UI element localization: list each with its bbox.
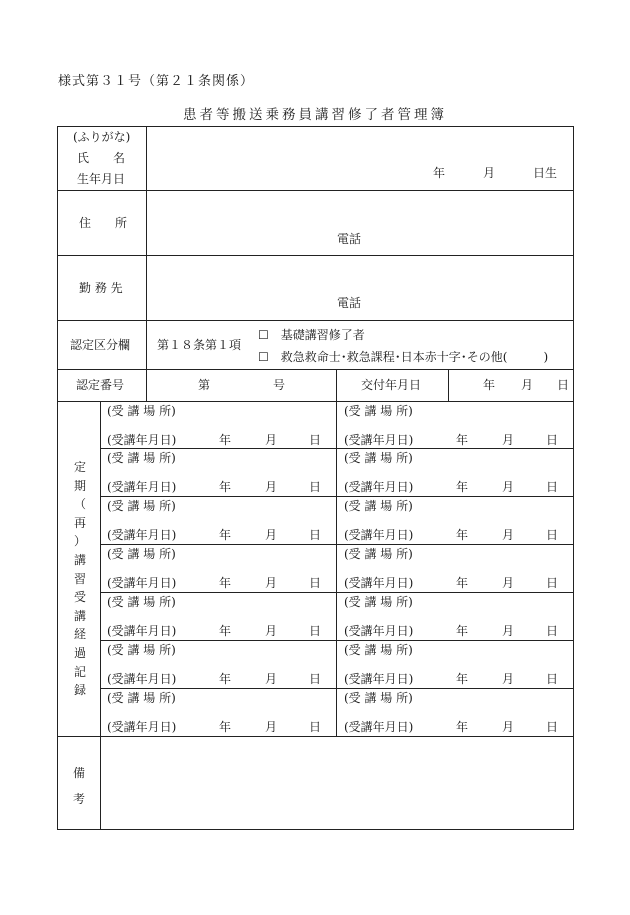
training-year-unit: 年 <box>456 433 469 447</box>
address-label: 住 所 <box>79 216 128 230</box>
training-year-unit: 年 <box>456 528 469 542</box>
row-divider <box>57 255 574 256</box>
training-month-unit: 月 <box>502 576 515 590</box>
training-year-unit: 年 <box>456 720 469 734</box>
training-place-label: (受 講 場 所) <box>107 691 176 705</box>
birth-month-unit: 月 <box>483 166 496 180</box>
training-year-unit: 年 <box>456 480 469 494</box>
cert-category-label: 認定区分欄 <box>70 338 131 352</box>
training-month-unit: 月 <box>502 672 515 686</box>
training-place-label: (受 講 場 所) <box>107 451 176 465</box>
address-phone-label: 電話 <box>337 232 362 246</box>
training-month-unit: 月 <box>265 624 278 638</box>
training-row-divider <box>100 688 574 689</box>
workplace-phone-label: 電話 <box>337 296 362 310</box>
training-year-unit: 年 <box>456 624 469 638</box>
training-month-unit: 月 <box>265 433 278 447</box>
birth-year-unit: 年 <box>433 166 446 180</box>
training-month-unit: 月 <box>502 624 515 638</box>
training-day-unit: 日 <box>546 720 559 734</box>
training-month-unit: 月 <box>265 576 278 590</box>
training-row-divider <box>100 448 574 449</box>
training-date-label: (受講年月日) <box>344 576 414 590</box>
training-date-label: (受講年月日) <box>107 576 177 590</box>
form-number: 様式第３１号（第２１条関係） <box>58 74 255 89</box>
training-month-unit: 月 <box>265 720 278 734</box>
issue-month-unit: 月 <box>521 378 534 392</box>
training-month-unit: 月 <box>265 528 278 542</box>
training-year-unit: 年 <box>219 720 232 734</box>
training-year-unit: 年 <box>219 576 232 590</box>
training-day-unit: 日 <box>546 480 559 494</box>
training-day-unit: 日 <box>309 433 322 447</box>
training-place-label: (受 講 場 所) <box>344 595 413 609</box>
training-date-label: (受講年月日) <box>344 528 414 542</box>
name-label: 氏 名 <box>77 151 126 165</box>
cert-article: 第１８条第１項 <box>157 338 242 352</box>
training-day-unit: 日 <box>309 624 322 638</box>
cert-number-label: 認定番号 <box>76 378 125 392</box>
training-date-label: (受講年月日) <box>107 624 177 638</box>
training-row-divider <box>100 544 574 545</box>
training-year-unit: 年 <box>456 576 469 590</box>
label-column-divider <box>146 126 147 401</box>
training-row-divider <box>100 592 574 593</box>
training-month-unit: 月 <box>265 672 278 686</box>
training-year-unit: 年 <box>219 480 232 494</box>
row-divider <box>57 736 574 737</box>
training-year-unit: 年 <box>219 528 232 542</box>
training-day-unit: 日 <box>546 528 559 542</box>
training-day-unit: 日 <box>309 528 322 542</box>
training-date-label: (受講年月日) <box>107 672 177 686</box>
training-date-label: (受講年月日) <box>344 672 414 686</box>
cert-number-go: 号 <box>273 378 286 392</box>
training-place-label: (受 講 場 所) <box>107 643 176 657</box>
row-divider <box>57 190 574 191</box>
remarks-label-char-2: 考 <box>73 792 86 806</box>
furigana-label: (ふりがな) <box>73 130 131 144</box>
training-date-label: (受講年月日) <box>107 528 177 542</box>
training-place-label: (受 講 場 所) <box>107 404 176 418</box>
training-place-label: (受 講 場 所) <box>344 643 413 657</box>
training-label-divider <box>100 401 101 830</box>
training-day-unit: 日 <box>309 672 322 686</box>
training-place-label: (受 講 場 所) <box>107 595 176 609</box>
training-date-label: (受講年月日) <box>344 433 414 447</box>
remarks-label-char-1: 備 <box>73 766 86 780</box>
training-center-divider <box>336 401 337 736</box>
birth-day-unit: 日生 <box>533 166 558 180</box>
cert-number-dai: 第 <box>198 378 211 392</box>
birthdate-label: 生年月日 <box>77 172 126 186</box>
issue-day-unit: 日 <box>557 378 570 392</box>
training-year-unit: 年 <box>219 624 232 638</box>
training-row-divider <box>100 496 574 497</box>
row-divider <box>57 401 574 402</box>
other-qualification-checkbox[interactable]: ☐ 救急救命士･救急課程･日本赤十字･その他( ) <box>258 350 549 364</box>
training-place-label: (受 講 場 所) <box>344 691 413 705</box>
issue-date-label: 交付年月日 <box>361 378 422 392</box>
training-year-unit: 年 <box>219 672 232 686</box>
training-date-label: (受講年月日) <box>107 480 177 494</box>
workplace-label: 勤 務 先 <box>79 281 123 295</box>
training-month-unit: 月 <box>502 480 515 494</box>
row-divider <box>57 320 574 321</box>
training-day-unit: 日 <box>309 576 322 590</box>
issue-column-divider <box>448 369 449 401</box>
training-date-label: (受講年月日) <box>344 720 414 734</box>
training-day-unit: 日 <box>546 576 559 590</box>
training-place-label: (受 講 場 所) <box>344 451 413 465</box>
training-record-label: 定 期 （ 再 ） 講 習 受 講 経 過 記 録 <box>73 460 86 698</box>
number-column-divider <box>336 369 337 401</box>
training-date-label: (受講年月日) <box>344 480 414 494</box>
training-month-unit: 月 <box>265 480 278 494</box>
training-place-label: (受 講 場 所) <box>344 499 413 513</box>
basic-training-checkbox[interactable]: ☐ 基礎講習修了者 <box>258 328 365 342</box>
training-place-label: (受 講 場 所) <box>344 404 413 418</box>
training-month-unit: 月 <box>502 720 515 734</box>
row-divider <box>57 369 574 370</box>
training-date-label: (受講年月日) <box>107 433 177 447</box>
training-place-label: (受 講 場 所) <box>344 547 413 561</box>
training-day-unit: 日 <box>546 672 559 686</box>
training-day-unit: 日 <box>546 624 559 638</box>
training-row-divider <box>100 640 574 641</box>
training-place-label: (受 講 場 所) <box>107 547 176 561</box>
training-day-unit: 日 <box>309 480 322 494</box>
training-place-label: (受 講 場 所) <box>107 499 176 513</box>
training-day-unit: 日 <box>309 720 322 734</box>
training-year-unit: 年 <box>219 433 232 447</box>
form-title: 患者等搬送乗務員講習修了者管理簿 <box>183 107 447 123</box>
training-date-label: (受講年月日) <box>107 720 177 734</box>
training-year-unit: 年 <box>456 672 469 686</box>
issue-year-unit: 年 <box>483 378 496 392</box>
training-month-unit: 月 <box>502 433 515 447</box>
training-month-unit: 月 <box>502 528 515 542</box>
training-day-unit: 日 <box>546 433 559 447</box>
training-date-label: (受講年月日) <box>344 624 414 638</box>
